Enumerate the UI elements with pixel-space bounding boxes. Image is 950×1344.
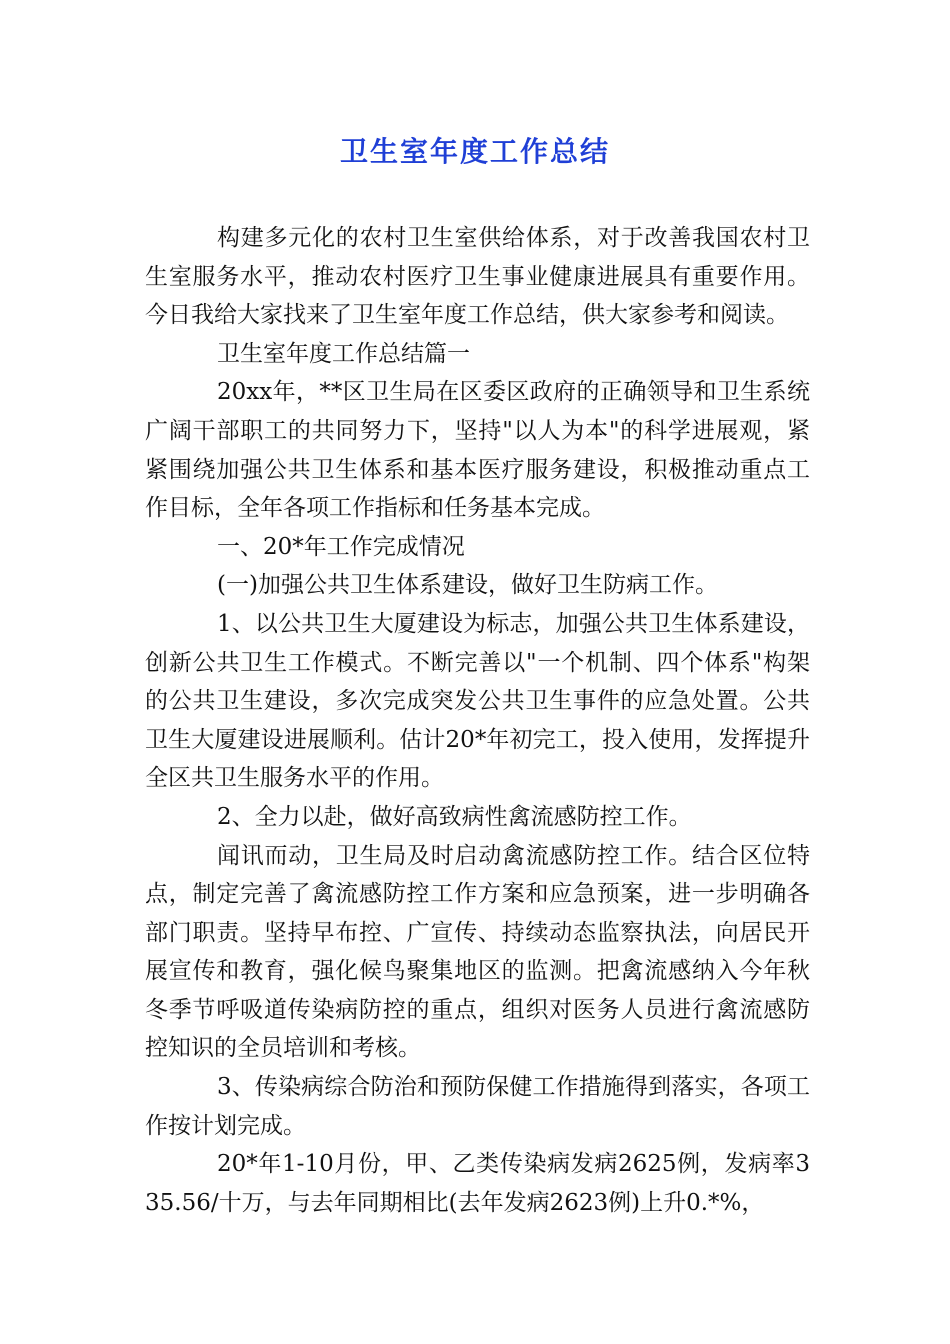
- body-paragraph: 20*年1-10月份，甲、乙类传染病发病2625例，发病率335.56/十万，与去年同期相比(去年发病2623例)上升0.*%，: [145, 1151, 810, 1216]
- subsection-heading: (一)加强公共卫生体系建设，做好卫生防病工作。: [217, 572, 718, 599]
- section-heading: 一、20*年工作完成情况: [217, 533, 465, 560]
- body-paragraph: 闻讯而动，卫生局及时启动禽流感防控工作。结合区位特点，制定完善了禽流感防控工作方案和应急预案，进一步明确各部门职责。坚持早布控、广宣传、持续动态监察执法，向居民开展宣传和教育，强化候鸟聚集地区的监测。把禽流感纳入今年秋冬季节呼吸道传染病防控的重点，组织对医务人员进行禽流感防控知识的全员培训和考核。: [145, 842, 810, 1062]
- document-body: [145, 219, 810, 1222]
- intro-paragraph: 构建多元化的农村卫生室供给体系，对于改善我国农村卫生室服务水平，推动农村医疗卫生事业健康进展具有重要作用。今日我给大家找来了卫生室年度工作总结，供大家参考和阅读。: [145, 225, 810, 329]
- section-heading: 卫生室年度工作总结篇一: [217, 340, 470, 367]
- body-paragraph: 20xx年，**区卫生局在区委区政府的正确领导和卫生系统广阔干部职工的共同努力下，坚持"以人为本"的科学进展观，紧紧围绕加强公共卫生体系和基本医疗服务建设，积极推动重点工作目标，全年各项工作指标和任务基本完成。: [145, 379, 810, 522]
- subsection-heading: 2、全力以赴，做好高致病性禽流感防控工作。: [217, 803, 692, 830]
- body-paragraph: 3、传染病综合防治和预防保健工作措施得到落实，各项工作按计划完成。: [145, 1074, 810, 1139]
- body-paragraph: 1、以公共卫生大厦建设为标志，加强公共卫生体系建设，创新公共卫生工作模式。不断完善以"一个机制、四个体系"构架的公共卫生建设，多次完成突发公共卫生事件的应急处置。公共卫生大厦建设进展顺利。估计20*年初完工，投入使用，发挥提升全区共卫生服务水平的作用。: [145, 610, 810, 792]
- document-title: 卫生室年度工作总结: [339, 135, 610, 168]
